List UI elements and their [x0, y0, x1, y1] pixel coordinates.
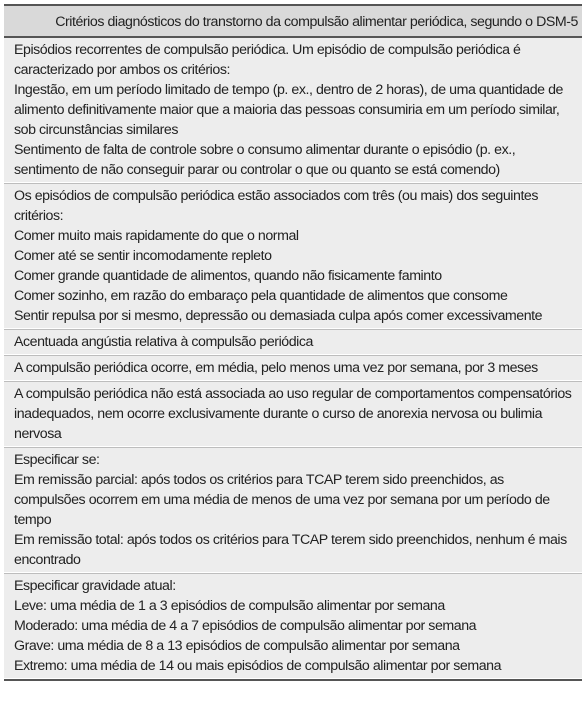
- criterion-line: Comer grande quantidade de alimentos, quando não fisicamente faminto: [14, 268, 442, 284]
- criteria-section-remission: [4, 447, 582, 573]
- criteria-section-distress: [4, 329, 582, 355]
- criterion-line: Extremo: uma média de 14 ou mais episódios de compulsão alimentar por semana: [14, 658, 502, 674]
- criterion-line: Leve: uma média de 1 a 3 episódios de compulsão alimentar por semana: [14, 598, 445, 614]
- table-title-bar: [4, 4, 582, 36]
- criterion-line: Em remissão parcial: após todos os critérios para TCAP terem sido preenchidos, as compulsões ocorrem em uma média de menos de uma vez por semana por um período de tempo: [14, 472, 550, 528]
- criteria-section-severity: [4, 573, 582, 679]
- criterion-line: Os episódios de compulsão periódica estão associados com três (ou mais) dos seguintes critérios:: [14, 188, 539, 224]
- criterion-line: Comer sozinho, em razão do embaraço pela quantidade de alimentos que consome: [14, 288, 508, 304]
- table-title: Critérios diagnósticos do transtorno da compulsão alimentar periódica, segundo o DSM-5: [55, 14, 578, 30]
- criterion-line: Grave: uma média de 8 a 13 episódios de compulsão alimentar por semana: [14, 638, 460, 654]
- criterion-line: Especificar se:: [14, 452, 100, 468]
- criteria-section-binge-episodes: [4, 38, 582, 183]
- criterion-line: Episódios recorrentes de compulsão periódica. Um episódio de compulsão periódica é caracterizado por ambos os critérios:: [14, 42, 521, 78]
- criterion-line: Especificar gravidade atual:: [14, 578, 176, 594]
- criterion-line: Ingestão, em um período limitado de tempo (p. ex., dentro de 2 horas), de uma quantidade de alimento definitivamente maior que a maioria das pessoas consumiria em um período similar, sob circunstâncias similares: [14, 82, 563, 138]
- criterion-line: Sentir repulsa por si mesmo, depressão ou demasiada culpa após comer excessivamente: [14, 308, 543, 324]
- criterion-line: Comer muito mais rapidamente do que o normal: [14, 228, 299, 244]
- criterion-line: Sentimento de falta de controle sobre o consumo alimentar durante o episódio (p. ex., sentimento de não conseguir parar ou controlar o que ou quanto se está comendo): [14, 142, 516, 178]
- table-bottom-rule: [4, 679, 582, 681]
- criteria-section-frequency: [4, 355, 582, 381]
- criterion-line: Em remissão total: após todos os critérios para TCAP terem sido preenchidos, nenhum é mais encontrado: [14, 532, 567, 568]
- criteria-section-exclusion: [4, 381, 582, 447]
- criterion-line: Comer até se sentir incomodamente repleto: [14, 248, 272, 264]
- criterion-line: A compulsão periódica não está associada ao uso regular de comportamentos compensatórios inadequados, nem ocorre exclusivamente durante o curso de anorexia nervosa ou bulimia nervosa: [14, 386, 572, 442]
- criterion-line: A compulsão periódica ocorre, em média, pelo menos uma vez por semana, por 3 meses: [14, 360, 538, 376]
- criteria-section-associated-features: [4, 183, 582, 329]
- criterion-line: Moderado: uma média de 4 a 7 episódios de compulsão alimentar por semana: [14, 618, 477, 634]
- criterion-line: Acentuada angústia relativa à compulsão periódica: [14, 334, 313, 350]
- criteria-table: [4, 4, 582, 681]
